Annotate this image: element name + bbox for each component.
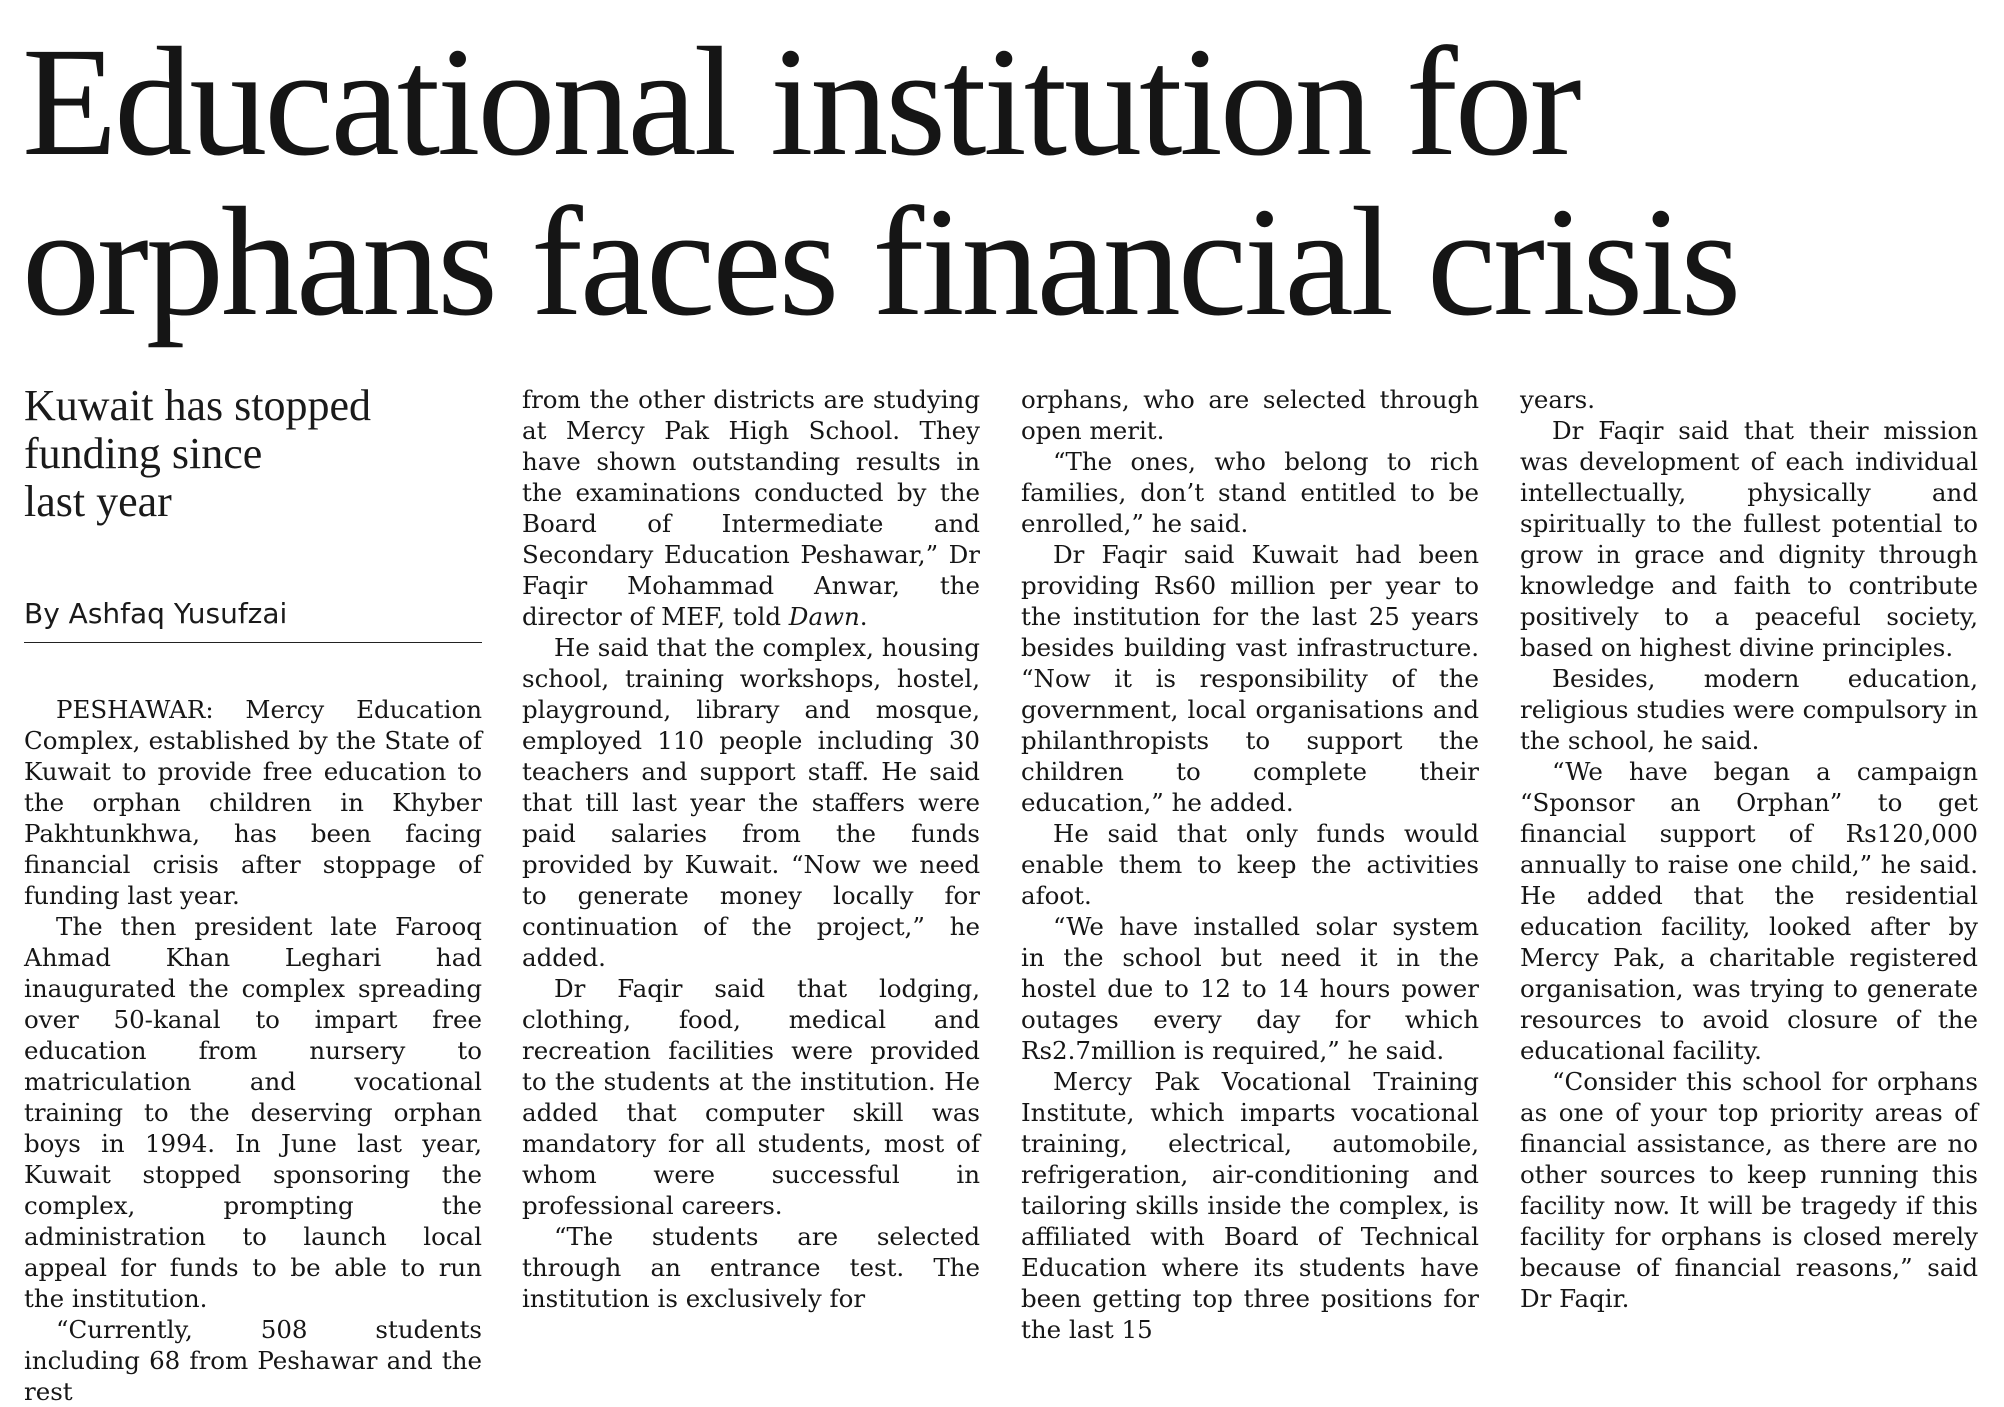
paragraph-text: from the other districts are studying at Mercy Pak High School. They have shown outstanding results in the examinations conducted by the Board of Intermediate and Secondary Education Peshawar,” Dr Faqir Mohammad Anwar, the director of MEF, told: [522, 385, 980, 631]
deck-line-2: funding since: [24, 429, 263, 478]
byline: By Ashfaq Yusufzai: [24, 597, 288, 630]
paragraph: He said that only funds would enable them to keep the activities afoot.: [1021, 819, 1479, 910]
deck-line-3: last year: [24, 477, 172, 526]
paragraph-text: .: [859, 602, 868, 631]
paragraph: Mercy Pak Vocational Training Institute, which imparts vocational training, electrical, automobile, refrigeration, air-conditioning and tailoring skills inside the complex, is affiliated with Board of Technical Education where its students have been getting top three positions for the last 15: [1021, 1067, 1479, 1344]
paragraph: PESHAWAR: Mercy Education Complex, established by the State of Kuwait to provide free education to the orphan children in Khyber Pakhtunkhwa, has been facing financial crisis after stoppage of funding last year.: [24, 695, 482, 910]
headline: [22, 15, 1982, 348]
paragraph: “Consider this school for orphans as one of your top priority areas of financial assistance, as there are no other sources to keep running this facility now. It will be tragedy if this facility for orphans is closed merely because of financial reasons,” said Dr Faqir.: [1520, 1067, 1978, 1313]
article-column-1: [24, 694, 482, 1407]
article-column-2: [522, 384, 980, 1314]
paragraph: Dr Faqir said Kuwait had been providing Rs60 million per year to the institution for the last 25 years besides building vast infrastructure. “Now it is responsibility of the government, local organisations and philanthropists to support the children to complete their education,” he added.: [1021, 540, 1479, 817]
paragraph: “We have began a campaign “Sponsor an Orphan” to get financial support of Rs120,000 annually to raise one child,” he said. He added that the residential education facility, looked after by Mercy Pak, a charitable registered organisation, was trying to generate resources to avoid closure of the educational facility.: [1520, 757, 1978, 1065]
paragraph: Dr Faqir said that lodging, clothing, food, medical and recreation facilities were provided to the students at the institution. He added that computer skill was mandatory for all students, most of whom were successful in professional careers.: [522, 974, 980, 1220]
paragraph: Dr Faqir said that their mission was development of each individual intellectually, physically and spiritually to the fullest potential to grow in grace and dignity through knowledge and faith to contribute positively to a peaceful society, based on highest divine principles.: [1520, 416, 1978, 662]
paragraph: “The students are selected through an entrance test. The institution is exclusively for: [522, 1222, 980, 1313]
paragraph: “Currently, 508 students including 68 from Peshawar and the rest: [24, 1315, 482, 1406]
paragraph: “The ones, who belong to rich families, don’t stand entitled to be enrolled,” he said.: [1021, 447, 1479, 538]
byline-divider: [24, 642, 482, 643]
paragraph: Besides, modern education, religious studies were compulsory in the school, he said.: [1520, 664, 1978, 755]
headline-line-1: Educational institution for: [22, 15, 1579, 188]
paragraph: The then president late Farooq Ahmad Khan Leghari had inaugurated the complex spreading over 50-kanal to impart free education from nursery to matriculation and vocational training to the deserving orphan boys in 1994. In June last year, Kuwait stopped sponsoring the complex, prompting the administration to launch local appeal for funds to be able to run the institution.: [24, 912, 482, 1313]
newspaper-name: Dawn: [788, 602, 860, 631]
article-column-3: [1021, 384, 1479, 1345]
paragraph: “We have installed solar system in the school but need it in the hostel due to 12 to 14 hours power outages every day for which Rs2.7million is required,” he said.: [1021, 912, 1479, 1065]
deck-line-1: Kuwait has stopped: [24, 381, 372, 430]
paragraph: [522, 384, 980, 632]
paragraph: orphans, who are selected through open merit.: [1021, 385, 1479, 445]
paragraph: He said that the complex, housing school, training workshops, hostel, playground, library and mosque, employed 110 people including 30 teachers and support staff. He said that till last year the staffers were paid salaries from the funds provided by Kuwait. “Now we need to generate money locally for continuation of the project,” he added.: [522, 633, 980, 972]
article-column-4: [1520, 384, 1978, 1314]
paragraph: years.: [1520, 385, 1596, 414]
headline-line-2: orphans faces financial crisis: [22, 175, 1739, 348]
deck-subheadline: [24, 382, 484, 526]
